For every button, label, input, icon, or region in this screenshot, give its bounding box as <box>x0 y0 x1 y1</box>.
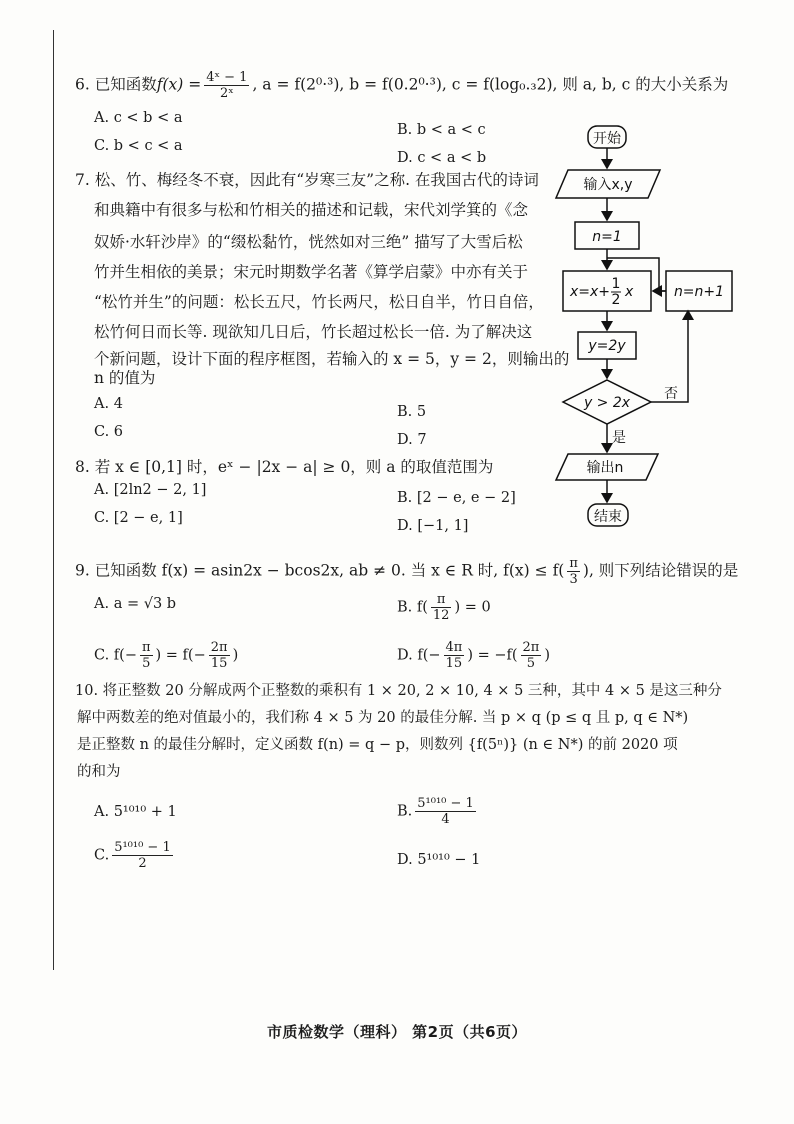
q7-line: 和典籍中有很多与松和竹相关的描述和记载，宋代刘学箕的《念 <box>94 201 529 219</box>
q6-option-a: A. c < b < a <box>94 110 183 126</box>
q9-stem: 9. 已知函数 f(x) = asin2x − bcos2x, ab ≠ 0. 当 x ∈ R 时, f(x) ≤ f( $\frac{\pi}{3}$ ), 则下列结论错误的是 <box>75 556 739 587</box>
flow-start-label: 开始 <box>593 131 621 147</box>
q9-option-c: C. f(− $\frac{\pi}{5}$ ) = f(− $\frac{2\pi}{15}$ ) <box>94 640 239 671</box>
q7-line: 松竹何日而长等. 现欲知几日后，竹长超过松长一倍. 为了解决这 <box>94 323 533 341</box>
q9-stem-fraction: $\frac{\pi}{3}$ <box>569 556 578 587</box>
q10-option-a: A. 5¹⁰¹⁰ + 1 <box>94 804 177 820</box>
q10-option-d: D. 5¹⁰¹⁰ − 1 <box>397 852 481 868</box>
flow-update-x-left: x=x+ <box>570 284 611 300</box>
q10-line: 的和为 <box>77 764 121 780</box>
flow-update-x-num: 1 <box>611 276 621 292</box>
q7-option-d: D. 7 <box>397 432 427 448</box>
q6-option-b: B. b < a < c <box>397 122 486 138</box>
flow-condition-label: y > 2x <box>583 395 631 411</box>
q9-option-a: A. a = √3 b <box>94 596 177 612</box>
q7-line: 个新问题，设计下面的程序框图，若输入的 x = 5，y = 2，则输出的 <box>94 350 570 368</box>
q10-line: 是正整数 n 的最佳分解时，定义函数 f(n) = q − p，则数列 {f(5ⁿ)} (n ∈ N*) 的前 2020 项 <box>77 737 678 753</box>
q10-line: 10. 将正整数 20 分解成两个正整数的乘积有 1 × 20, 2 × 10, 4 × 5 三种，其中 4 × 5 是这三种分 <box>75 683 722 699</box>
q6-stem: 6. 已知函数f(x) = $\frac{\text{4ˣ − 1}}{\text{2ˣ}}$ , a = f(2⁰·³), b = f(0.2⁰·³), c = f(log₀.₃2), 则 a, b, c 的大小关系为 <box>75 70 729 101</box>
flow-output-label: 输出n <box>586 460 624 476</box>
q7-line: 奴娇·水轩沙岸》的“缀松黏竹，恍然如对三绝” 描写了大雪后松 <box>94 233 523 251</box>
q8-option-c: C. [2 − e, 1] <box>94 510 183 526</box>
q7-line: 7. 松、竹、梅经冬不衰，因此有“岁寒三友”之称. 在我国古代的诗词 <box>75 171 539 189</box>
flow-end-label: 结束 <box>594 509 622 525</box>
q7-option-b: B. 5 <box>397 404 427 420</box>
q8-option-b: B. [2 − e, e − 2] <box>397 490 516 506</box>
q8-option-a: A. [2ln2 − 2, 1] <box>94 482 207 498</box>
q7-line: 竹并生相依的美景；宋元时期数学名著《算学启蒙》中亦有关于 <box>94 263 529 281</box>
flow-yes-label: 是 <box>612 430 626 446</box>
binding-margin-line <box>53 30 54 970</box>
flow-input-label: 输入x,y <box>583 177 633 193</box>
q10-line: 解中两数差的绝对值最小的，我们称 4 × 5 为 20 的最佳分解. 当 p × q (p ≤ q 且 p, q ∈ N*) <box>77 710 689 726</box>
flow-update-x-right: x <box>625 284 634 300</box>
q7-option-a: A. 4 <box>94 396 123 412</box>
program-flowchart <box>548 118 748 538</box>
flow-update-n-label: n=n+1 <box>673 284 725 300</box>
q6-option-c: C. b < c < a <box>94 138 183 154</box>
q8-option-d: D. [−1, 1] <box>397 518 469 534</box>
q8-stem: 8. 若 x ∈ [0,1] 时，eˣ − |2x − a| ≥ 0，则 a 的取值范围为 <box>75 458 494 476</box>
flow-update-x-den: 2 <box>611 292 621 308</box>
flow-init-label: n=1 <box>592 229 622 245</box>
q9-option-d: D. f(− $\frac{4\pi}{15}$ ) = −f( $\frac{2\pi}{5}$ ) <box>397 640 551 671</box>
q6-option-d: D. c < a < b <box>397 150 487 166</box>
flow-no-label: 否 <box>664 386 678 402</box>
q9-option-b: B. f( $\frac{\pi}{12}$ ) = 0 <box>397 592 491 623</box>
q7-line: “松竹并生”的问题：松长五尺，竹长两尺，松日自半，竹日自倍， <box>94 293 544 311</box>
q7-option-c: C. 6 <box>94 424 124 440</box>
flow-update-y-label: y=2y <box>588 338 626 354</box>
q6-fraction: $\frac{\text{4ˣ − 1}}{\text{2ˣ}}$ <box>206 70 248 101</box>
q7-line: n 的值为 <box>94 369 156 387</box>
q10-option-c: C. $\frac{\text{5¹⁰¹⁰ − 1}}{2}$ <box>94 840 171 871</box>
q10-option-b: B. $\frac{\text{5¹⁰¹⁰ − 1}}{4}$ <box>397 796 474 827</box>
page-footer: 市质检数学（理科） 第2页（共6页） <box>266 1023 528 1041</box>
